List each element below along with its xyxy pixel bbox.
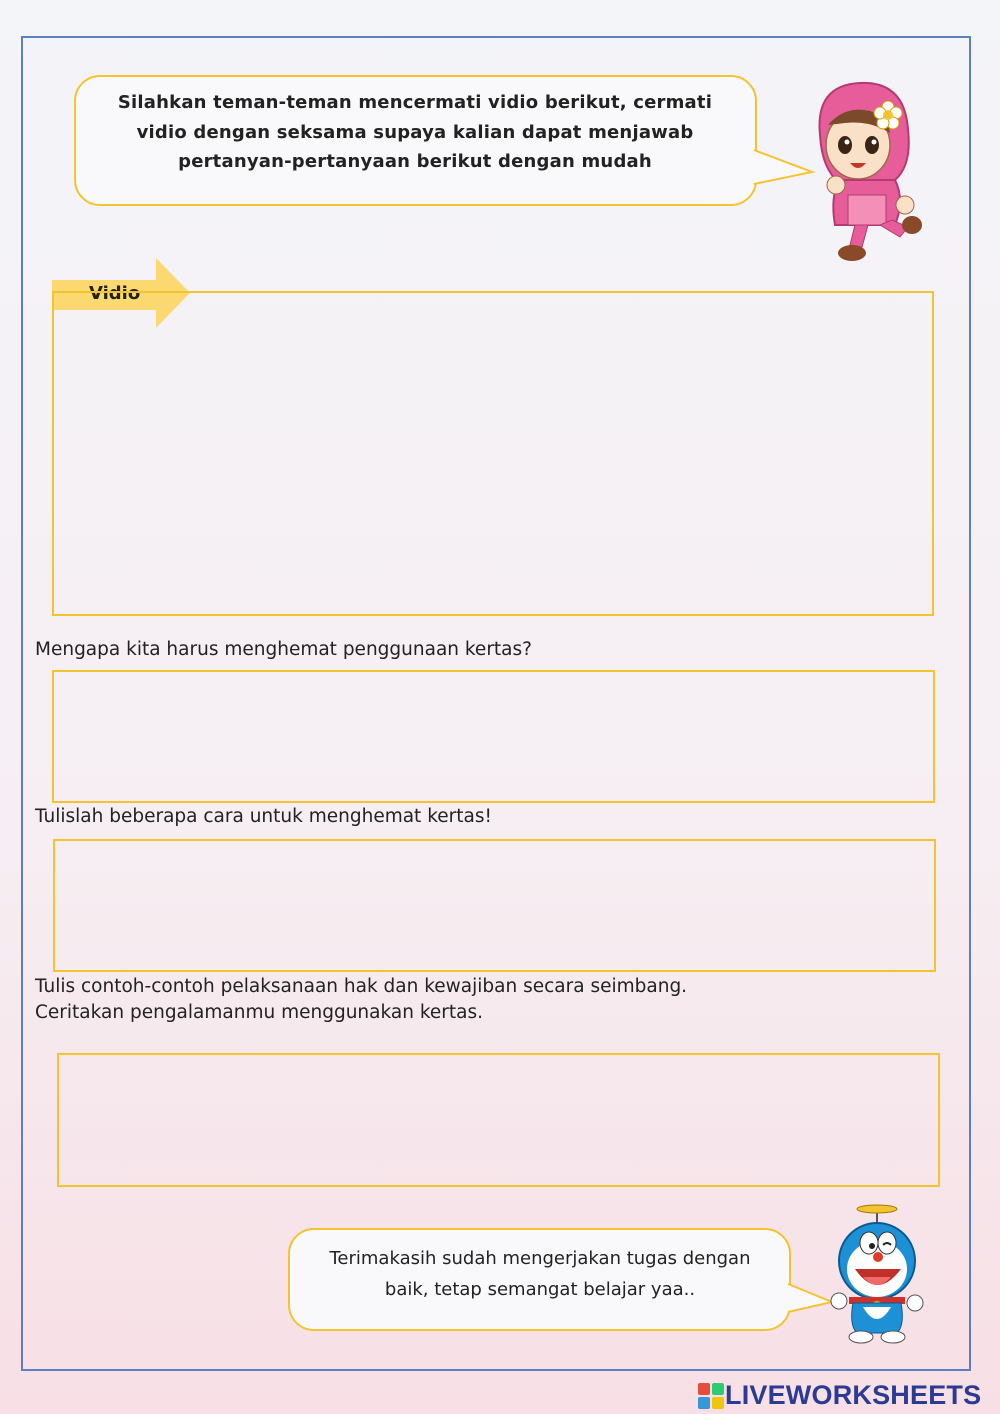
answer-box-1[interactable] (52, 670, 935, 803)
question-3-line-2: Ceritakan pengalamanmu menggunakan kertas. (35, 1002, 483, 1023)
doraemon-character-icon (825, 1203, 925, 1345)
answer-box-3[interactable] (57, 1053, 940, 1187)
liveworksheets-logo-icon (697, 1382, 725, 1410)
brand-name: LIVEWORKSHEETS (725, 1380, 982, 1410)
question-1: Mengapa kita harus menghemat penggunaan kertas? (35, 639, 532, 660)
closing-text: Terimakasih sudah mengerjakan tugas dengan baik, tetap semangat belajar yaa.. (329, 1248, 751, 1300)
video-player[interactable] (52, 291, 934, 616)
question-2: Tulislah beberapa cara untuk menghemat kertas! (35, 806, 492, 827)
liveworksheets-brand (697, 1380, 981, 1411)
video-label: Vidio (89, 283, 141, 304)
answer-box-2[interactable] (53, 839, 936, 972)
intro-text: Silahkan teman-teman mencermati vidio berikut, cermati vidio dengan seksama supaya kalian dapat menjawab pertanyan-pertanyaan berikut dengan mudah (117, 92, 713, 172)
girl-character-icon (800, 75, 940, 270)
question-3-line-1: Tulis contoh-contoh pelaksanaan hak dan kewajiban secara seimbang. (35, 976, 688, 997)
